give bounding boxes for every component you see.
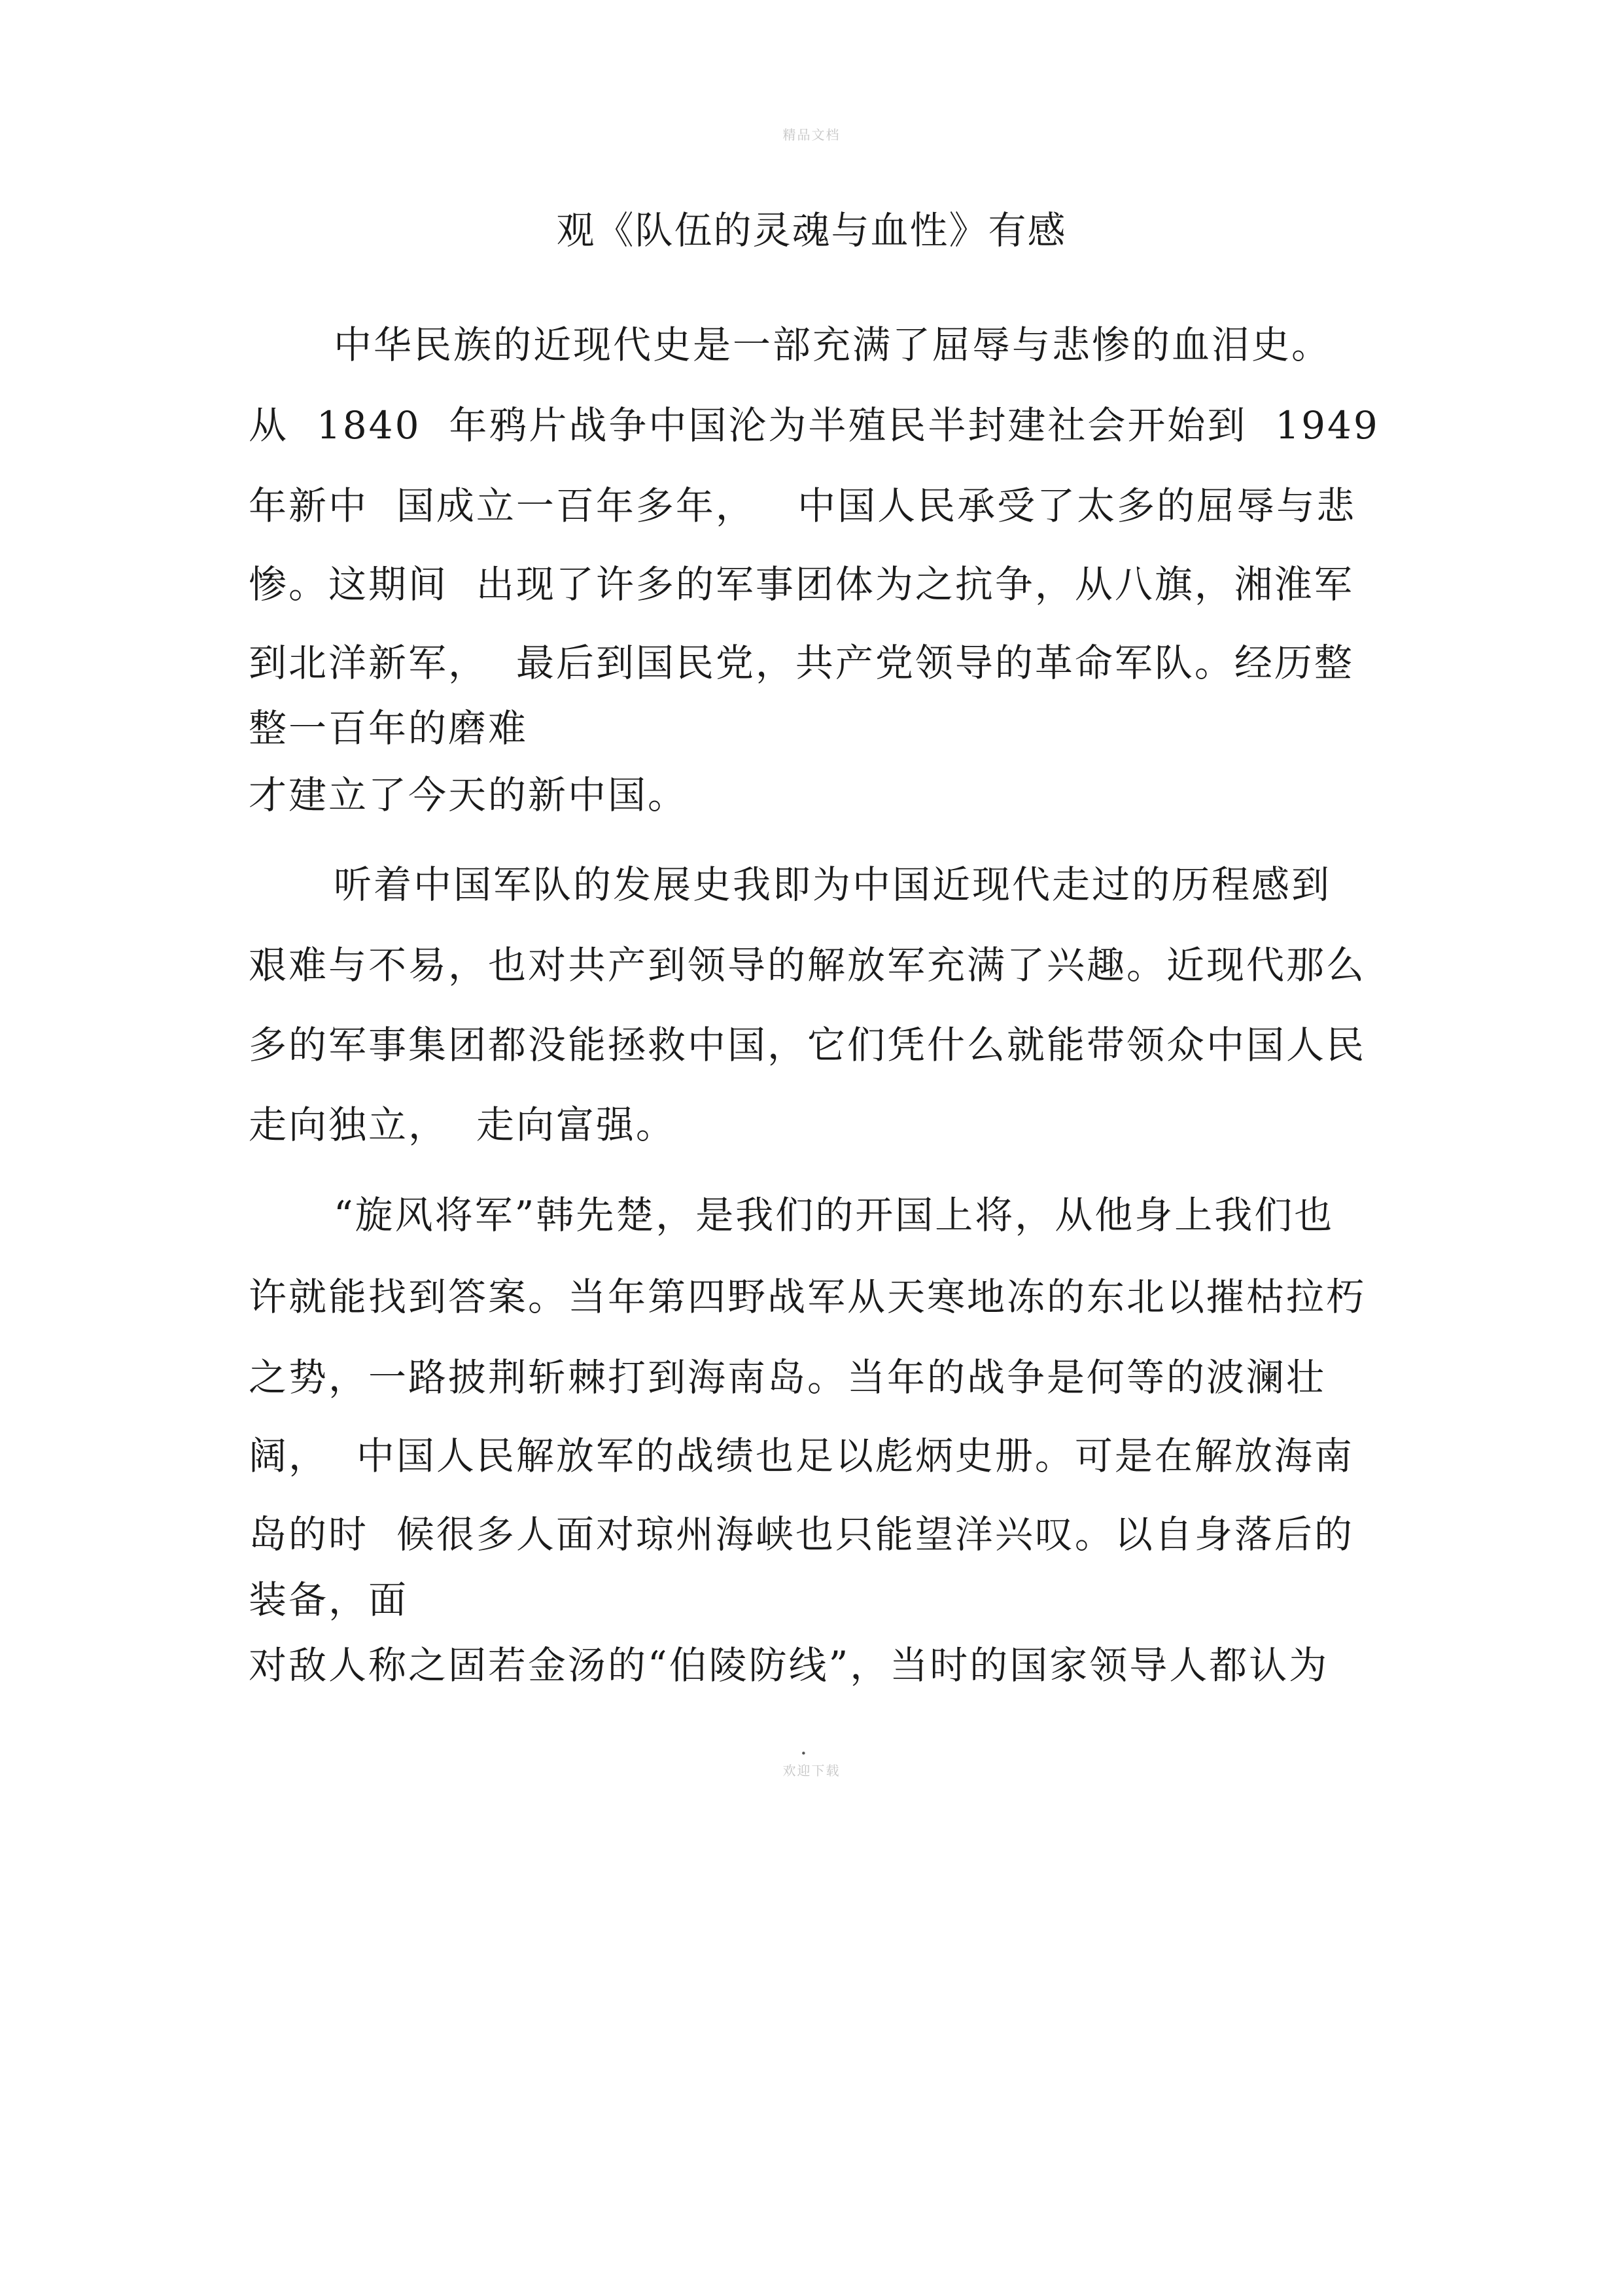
paragraph-1-line-5: 到北洋新军， 最后到国民党，共产党领导的革命军队。经历整 [249,641,1354,685]
paragraph-3-line-3: 之势，一路披荆斩棘打到海南岛。当年的战争是何等的波澜壮 [249,1355,1327,1400]
paragraph-1-line-7: 才建立了今天的新中国。 [249,773,688,817]
paragraph-2-line-2: 艰难与不易，也对共产到领导的解放军充满了兴趣。近现代那么 [249,943,1367,987]
paragraph-3-line-7: 对敌人称之固若金汤的“伯陵防线”，当时的国家领导人都认为 [249,1643,1329,1687]
paragraph-3-line-5: 岛的时 候很多人面对琼州海峡也只能望洋兴叹。以自身落后的 [249,1512,1354,1557]
paragraph-3-line-1: “旋风将军”韩先楚，是我们的开国上将，从他身上我们也 [334,1193,1335,1237]
paragraph-1-line-2: 从 1840 年鸦片战争中国沦为半殖民半封建社会开始到 1949 [249,403,1380,448]
paragraph-1-line-3: 年新中 国成立一百年多年， 中国人民承受了太多的屈辱与悲 [249,484,1357,528]
paragraph-3-line-6: 装备，面 [249,1578,409,1622]
header-watermark: 精品文档 [782,127,841,143]
paragraph-1-line-4: 惨。这期间 出现了许多的军事团体为之抗争，从八旗，湘淮军 [249,562,1354,607]
document-title: 观《队伍的灵魂与血性》有感 [556,208,1067,253]
paragraph-2-line-1: 听着中国军队的发展史我即为中国近现代走过的历程感到 [334,862,1332,907]
footer-watermark: 欢迎下载 [782,1763,841,1778]
paragraph-2-line-3: 多的军事集团都没能拯救中国，它们凭什么就能带领众中国人民 [249,1023,1367,1067]
paragraph-3-line-4: 阔， 中国人民解放军的战绩也足以彪炳史册。可是在解放海南 [249,1434,1354,1478]
paragraph-2-line-4: 走向独立， 走向富强。 [249,1103,676,1147]
paragraph-3-line-2: 许就能找到答案。当年第四野战军从天寒地冻的东北以摧枯拉朽 [249,1275,1367,1319]
paragraph-1-line-1: 中华民族的近现代史是一部充满了屈辱与悲惨的血泪史。 [334,323,1332,367]
paragraph-1-line-6: 整一百年的磨难 [249,706,529,751]
footer-dot: · [800,1740,807,1767]
